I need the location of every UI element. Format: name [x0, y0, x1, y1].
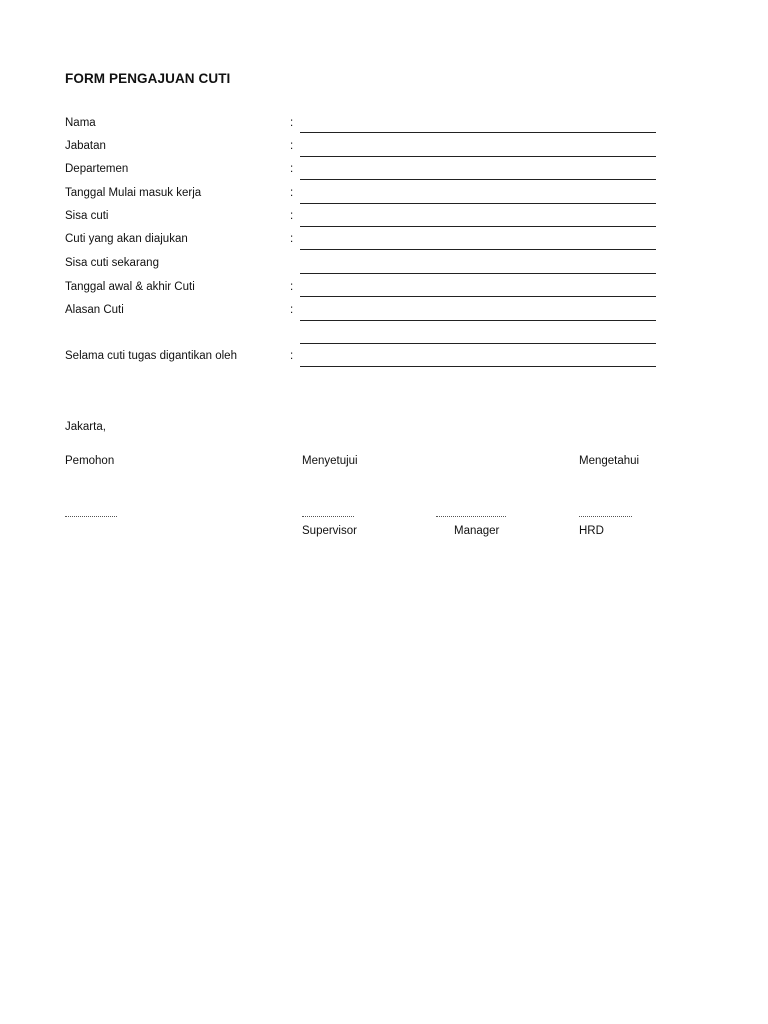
fill-line-alasan-cuti-1[interactable] — [300, 320, 656, 321]
field-label-cuti-diajukan: Cuti yang akan diajukan — [65, 233, 188, 245]
fill-line-tanggal-mulai[interactable] — [300, 203, 656, 204]
form-title: FORM PENGAJUAN CUTI — [65, 71, 231, 86]
signature-line-hrd[interactable] — [579, 516, 632, 517]
signature-approved-label: Menyetujui — [302, 455, 358, 467]
signature-hrd-label: HRD — [579, 525, 604, 537]
field-colon: : — [290, 187, 294, 199]
field-label-tanggal-awal-akhir: Tanggal awal & akhir Cuti — [65, 281, 195, 293]
fill-line-tanggal-awal-akhir[interactable] — [300, 296, 656, 297]
fill-line-departemen[interactable] — [300, 179, 656, 180]
field-label-jabatan: Jabatan — [65, 140, 106, 152]
field-colon: : — [290, 210, 294, 222]
field-label-pengganti: Selama cuti tugas digantikan oleh — [65, 350, 237, 362]
field-label-alasan-cuti: Alasan Cuti — [65, 304, 124, 316]
field-colon: : — [290, 163, 294, 175]
field-colon: : — [290, 117, 294, 129]
field-colon: : — [290, 304, 294, 316]
signature-acknowledged-label: Mengetahui — [579, 455, 640, 467]
fill-line-sisa-cuti-sekarang[interactable] — [300, 273, 656, 274]
signature-place: Jakarta, — [65, 421, 106, 433]
field-label-sisa-cuti-sekarang: Sisa cuti sekarang — [65, 257, 159, 269]
fill-line-nama[interactable] — [300, 132, 656, 133]
field-colon: : — [290, 350, 294, 362]
fill-line-cuti-diajukan[interactable] — [300, 249, 656, 250]
signature-supervisor-label: Supervisor — [302, 525, 357, 537]
signature-manager-label: Manager — [454, 525, 500, 537]
signature-applicant-label: Pemohon — [65, 455, 115, 467]
field-label-sisa-cuti: Sisa cuti — [65, 210, 109, 222]
fill-line-sisa-cuti[interactable] — [300, 226, 656, 227]
field-label-nama: Nama — [65, 117, 96, 129]
fill-line-jabatan[interactable] — [300, 156, 656, 157]
field-colon: : — [290, 233, 294, 245]
fill-line-pengganti[interactable] — [300, 366, 656, 367]
field-colon: : — [290, 281, 294, 293]
field-label-tanggal-mulai: Tanggal Mulai masuk kerja — [65, 187, 202, 199]
field-colon: : — [290, 140, 294, 152]
fill-line-alasan-cuti-2[interactable] — [300, 343, 656, 344]
signature-line-supervisor[interactable] — [302, 516, 354, 517]
field-label-departemen: Departemen — [65, 163, 129, 175]
signature-line-manager[interactable] — [436, 516, 506, 517]
signature-line-applicant[interactable] — [65, 516, 117, 517]
